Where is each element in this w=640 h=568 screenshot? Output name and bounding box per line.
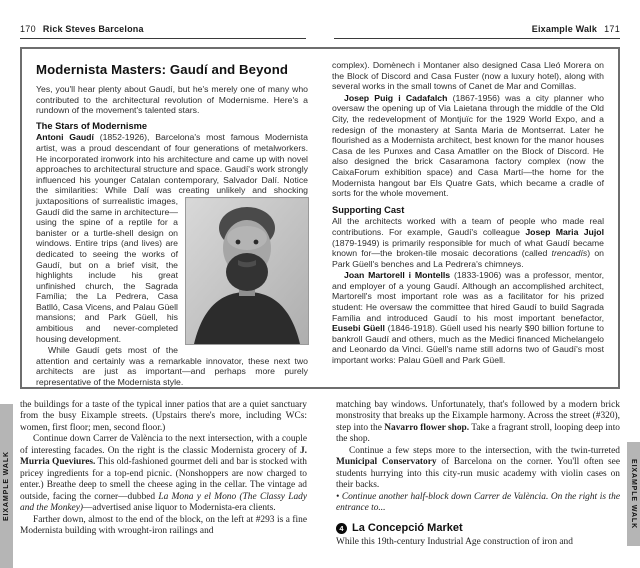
domenech-continued-paragraph: complex). Domènech i Montaner also designed Casa Lleó Morera on the Block of Discord and Casa Fuster (now a luxury hotel), along with several works in the small towns of Canet de Mar and Comillas. bbox=[332, 60, 604, 92]
body-right-column bbox=[336, 400, 620, 548]
farther-down-paragraph: Farther down, almost to the end of the block, on the left at #293 is a fine Modernista building with wrought-iron railings and bbox=[20, 514, 307, 536]
right-tab-label: EIXAMPLE WALK bbox=[630, 458, 637, 530]
box-intro: Yes, you'll hear plenty about Gaudí, but he's merely one of many who contributed to the architectural revolution of Modernisme. Here's a rundown of the movement's talented stars. bbox=[36, 84, 308, 116]
jujol-paragraph: All the architects worked with a team of people who made real contributions. For example, Gaudí's colleague Josep Maria Jujol (1879-1949) is primarily responsible for much of what Gaudí became known for—the broken-tile mosaic decorations (called trencadís) on Park Güell's benches and La Pedrera's chimneys. bbox=[332, 216, 605, 269]
stop-title: La Concepció Market bbox=[352, 521, 463, 534]
bay-windows-paragraph: matching bay windows. Unfortunately, that's followed by a modern brick monstrosity that breaks up the Eixample harmony. Across the street (#320), step into the Navarro flower shop. Take a fragrant stroll, looping deep into the shop. bbox=[336, 400, 620, 445]
left-tab-label: EIXAMPLE WALK bbox=[3, 450, 10, 522]
la-concepcio-market-heading bbox=[336, 523, 620, 534]
stop-number-icon: 4 bbox=[336, 523, 347, 534]
right-page-title: Eixample Walk bbox=[531, 24, 598, 34]
left-page-title: Rick Steves Barcelona bbox=[42, 24, 144, 34]
walking-direction-note: • Continue another half-block down Carrer de València. On the right is the entrance to... bbox=[336, 491, 620, 514]
right-page-number: 171 bbox=[604, 24, 620, 34]
conservatory-paragraph: Continue a few steps more to the intersection, with the twin-turreted Municipal Conservatory of Barcelona on the corner. You'll often see students hurrying into this city-run music academy with violin cases on their backs. bbox=[336, 445, 620, 491]
left-edge-chapter-tab bbox=[0, 404, 13, 568]
right-page-header bbox=[334, 24, 620, 39]
stars-of-modernisme-heading: The Stars of Modernisme bbox=[36, 120, 148, 131]
box-title: Modernista Masters: Gaudí and Beyond bbox=[36, 62, 289, 77]
patios-paragraph: the buildings for a taste of the typical inner patios that are a quiet sanctuary from the busy Eixample streets. (Upstairs there's more, including WCs: women, first floor; men, second floor.) bbox=[20, 400, 307, 433]
gaudi-attention-paragraph: While Gaudí gets most of the attention and certainly was a remarkable innovator, these next two architects are just as important—and perhaps more purely representative of the Modernista style. bbox=[36, 345, 308, 388]
box-right-column bbox=[332, 60, 604, 379]
market-intro-paragraph: While this 19th-century Industrial Age construction of iron and bbox=[336, 536, 573, 547]
puig-paragraph: Josep Puig i Cadafalch (1867-1956) was a city planner who oversaw the opening up of Via Laietana through the middle of the Old City, the redevelopment of Montjuïc for the 1929 World Expo, and a redesign of the monastery at Santa Maria de Montserrat. Later he flourished as a Modernista architect, best known for the manor houses Casa de les Punxes and Casa Amatller on the Block of Discord. He also designed the brick Casaramona factory complex (now the CaixaForum exhibition space) and Casa Martí—the home for the Modernista hangout bar Els Quatre Gats, which became a cradle of sorts for the whole movement. bbox=[332, 92, 604, 199]
right-edge-chapter-tab bbox=[627, 442, 640, 546]
left-page-header bbox=[20, 24, 306, 39]
supporting-cast-heading: Supporting Cast bbox=[332, 204, 405, 215]
modernista-masters-box bbox=[20, 47, 620, 389]
body-left-column bbox=[20, 400, 307, 537]
gaudi-portrait-photo bbox=[186, 198, 308, 344]
left-page-number: 170 bbox=[20, 24, 36, 34]
martorell-paragraph: Joan Martorell i Montells (1833-1906) was a professor, mentor, and employer of a young Gaudí. Although an accomplished architect, Martorell's most important role was as a facilitator for his prized student: He oversaw the committee that hired Gaudí to build Sagrada Família and introduced Gaudí to his most important benefactor, Eusebi Güell (1846-1918). Güell used his nearly $90 billion fortune to bankroll Gaudí and others, much as the Medici financed Michelangelo and Leonardo da Vinci. Güell's name still adorns two of Gaudí's most important works: Palau Güell and Park Güell. bbox=[332, 270, 605, 366]
gaudi-paragraph: Antoni Gaudí (1852-1926), Barcelona's most famous Modernista artist, was a proud descendant of four generations of metalworkers. He incorporated ironwork into his architecture and came up with novel approaches to architectural structure and space. Gaudí's work strongly influenced his younger Catalan contemporary, Salvador Dalí. Notice the similarities: While Dalí was creating unlikely and shocking juxtapositions of surrealistic images, Gaudí did the same in architecture—using the spine of a reptile for a banister or a turtle-shell design on windows. Entire trips (and lives) are dedicated to seeing the works of Gaudí, but on a brief visit, the highlights include his great unfinished church, the Sagrada Família; the La Pedrera, Casa Batlló, Casa Vicens, and Palau Güell mansions; and Park Güell, his ambitious and never-completed housing development. bbox=[36, 132, 309, 344]
box-left-column bbox=[36, 60, 309, 388]
murria-paragraph: Continue down Carrer de València to the next intersection, with a couple of interesting facades. On the right is the classic Modernista grocery of J. Murria Queviures. This old-fashioned gourmet deli and bar is stocked with pricey ingredients for a top-end picnic. (Nonshoppers are now charged to enter.) Breathe deep to smell the cheese aging in the cellar. The vintage ad outside, facing the corner—dubbed La Mona y el Mono (The Classy Lady and the Monkey)—advertised anise liquor to Modernista-era clients. bbox=[20, 434, 307, 514]
